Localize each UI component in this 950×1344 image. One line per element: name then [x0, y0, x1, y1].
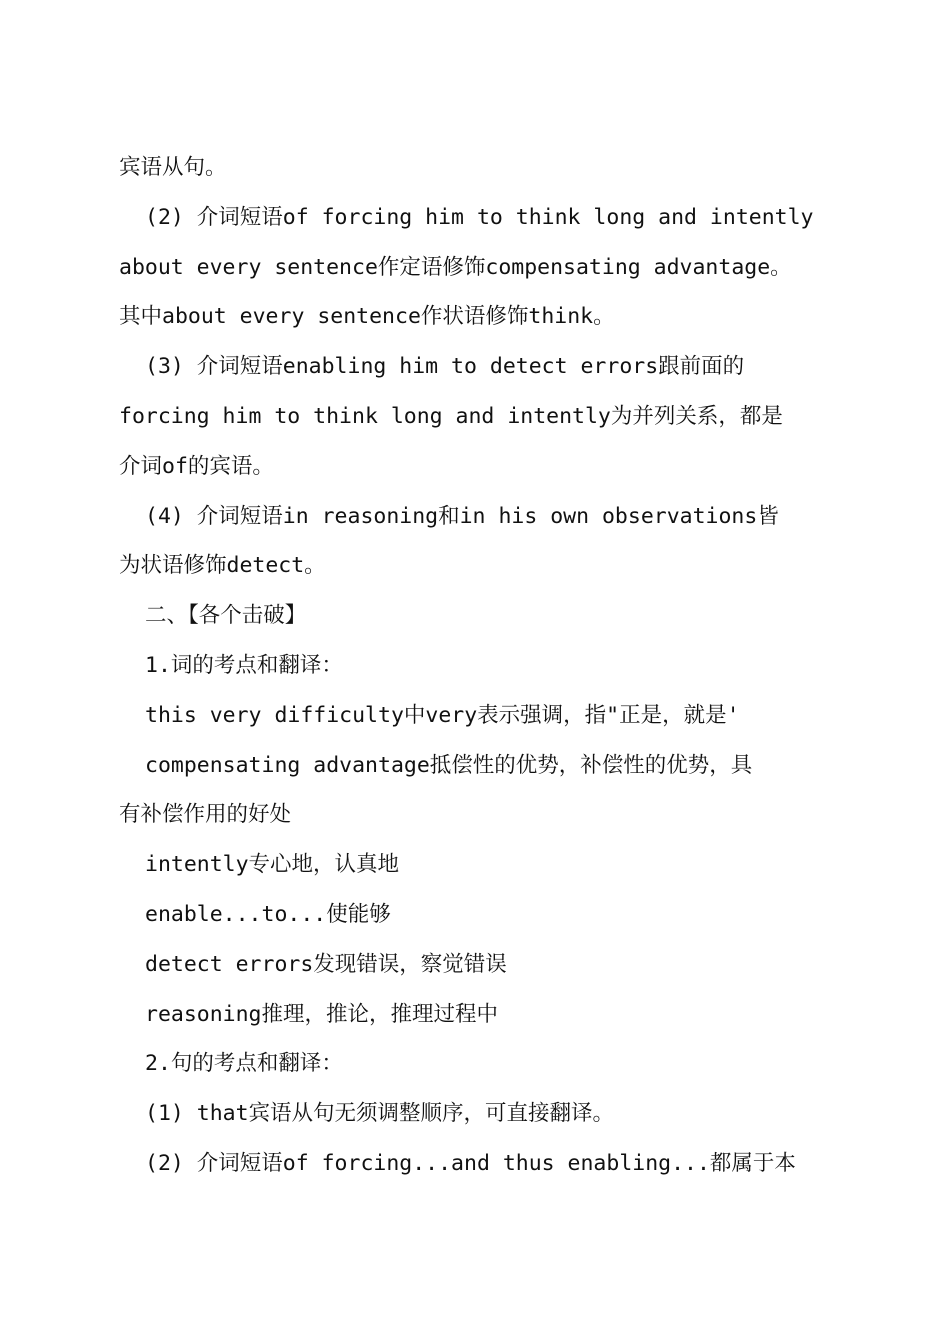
text-line: reasoning推理，推论，推理过程中: [145, 1001, 498, 1027]
text-line: (3) 介词短语enabling him to detect errors跟前面的: [145, 354, 745, 380]
section-heading: 二、【各个击破】: [145, 603, 307, 629]
document-body: [119, 143, 829, 1189]
subsection-heading: 1.词的考点和翻译：: [145, 652, 343, 678]
text-line: (2) 介词短语of forcing...and thus enabling...都属于本: [145, 1150, 796, 1176]
text-line: 介词of的宾语。: [119, 453, 274, 479]
text-line: (4) 介词短语in reasoning和in his own observations皆: [145, 503, 779, 529]
text-line: detect errors发现错误，察觉错误: [145, 951, 507, 977]
text-line: enable...to...使能够: [145, 901, 391, 927]
text-line: this very difficulty中very表示强调，指"正是，就是': [145, 702, 740, 728]
text-line: 为状语修饰detect。: [119, 553, 326, 579]
text-line: 有补偿作用的好处: [119, 802, 292, 828]
text-line: (2) 介词短语of forcing him to think long and intently: [145, 204, 814, 230]
text-line: intently专心地，认真地: [145, 852, 400, 878]
text-line: 宾语从句。: [119, 155, 227, 180]
text-line: compensating advantage抵偿性的优势，补偿性的优势，具: [145, 752, 753, 778]
subsection-heading: 2.句的考点和翻译：: [145, 1051, 343, 1077]
text-line: 其中about every sentence作状语修饰think。: [119, 304, 615, 330]
text-line: (1) that宾语从句无须调整顺序，可直接翻译。: [145, 1101, 615, 1127]
text-line: about every sentence作定语修饰compensating advantage。: [119, 254, 792, 280]
text-line: forcing him to think long and intently为并列关系，都是: [119, 403, 783, 429]
